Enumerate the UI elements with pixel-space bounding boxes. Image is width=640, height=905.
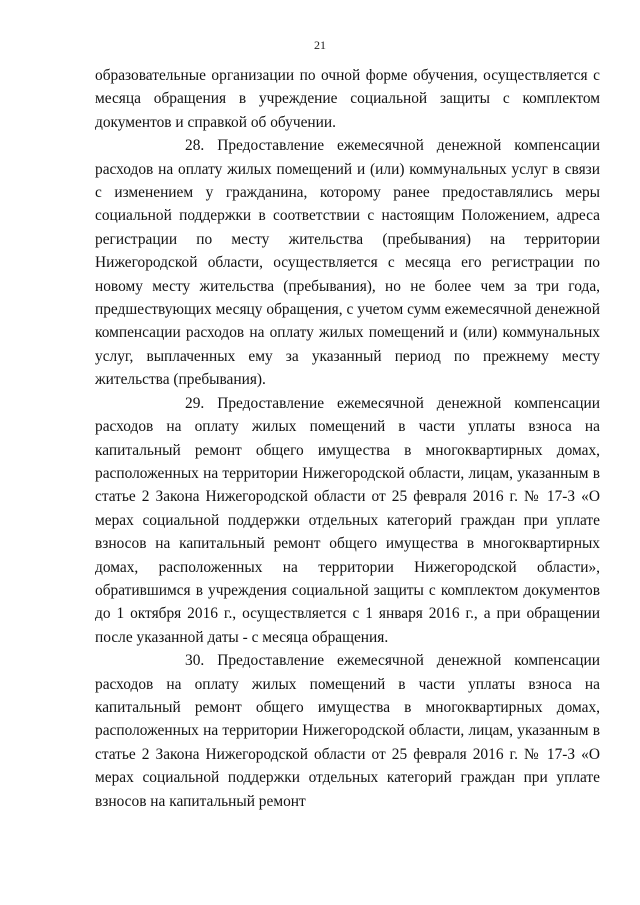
paragraph-number: 28. [185, 137, 205, 155]
paragraph-number: 29. [185, 394, 205, 412]
paragraph-text: Предоставление ежемесячной денежной компенсации расходов на оплату жилых помещений и (или) коммунальных услуг в связи с изменением у гражданина, которому ранее предоставлялись меры социальной поддержки в соответствии с настоящим Положением, адреса регистрации по месту жительства (пребывания) на территории Нижегородской области, осуществляется с месяца его регистрации по новому месту жительства (пребывания), но не более чем за три года, предшествующих месяцу обращения, с учетом сумм ежемесячной денежной компенсации расходов на оплату жилых помещений и (или) коммунальных услуг, выплаченных ему за указанный период по прежнему месту жительства (пребывания). [95, 137, 600, 389]
paragraph-text: образовательные организации по очной форме обучения, осуществляется с месяца обращения в учреждение социальной защиты с комплектом документов и справкой об обучении. [95, 67, 600, 131]
paragraph-text: Предоставление ежемесячной денежной компенсации расходов на оплату жилых помещений в части уплаты взноса на капитальный ремонт общего имущества в многоквартирных домах, расположенных на территории Нижегородской области, лицам, указанным в статье 2 Закона Нижегородской области от 25 февраля 2016 г. № 17-З «О мерах социальной поддержки отдельных категорий граждан при уплате взносов на капитальный ремонт [95, 652, 600, 810]
paragraph-number: 30. [185, 652, 205, 670]
paragraph-29 [95, 392, 600, 649]
paragraph-text: Предоставление ежемесячной денежной компенсации расходов на оплату жилых помещений в части уплаты взноса на капитальный ремонт общего имущества в многоквартирных домах, расположенных на территории Нижегородской области, лицам, указанным в статье 2 Закона Нижегородской области от 25 февраля 2016 г. № 17-З «О мерах социальной поддержки отдельных категорий граждан при уплате взносов на капитальный ремонт общего имущества в многоквартирных домах, расположенных на территории Нижегородской области», обратившимся в учреждения социальной защиты с комплектом документов до 1 октября 2016 г., осуществляется с 1 января 2016 г., а при обращении после указанной даты - с месяца обращения. [95, 394, 600, 646]
document-body [95, 64, 600, 813]
paragraph-28 [95, 134, 600, 391]
paragraph-30 [95, 649, 600, 813]
page-number: 21 [314, 38, 326, 52]
paragraph-continuation [95, 64, 600, 134]
